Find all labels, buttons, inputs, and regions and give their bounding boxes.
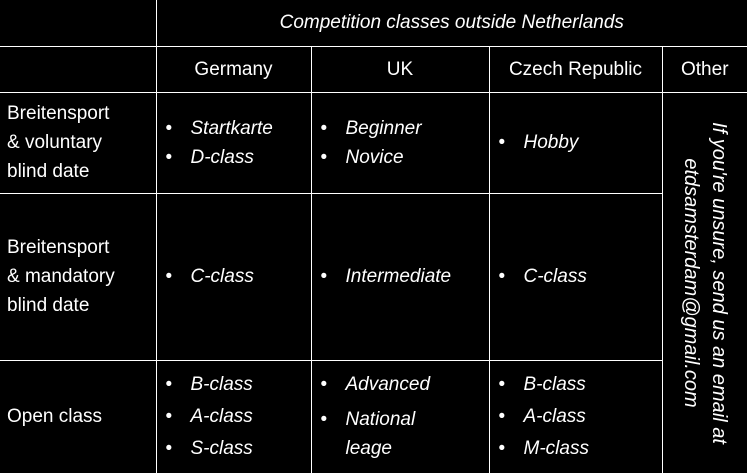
row-label-line: blind date [7,161,90,182]
list-item: • B-class [490,370,662,399]
row-label-line: blind date [7,295,90,316]
cell-uk-open [311,360,489,473]
cell-germany-voluntary [156,92,311,193]
row-label-mandatory [0,193,156,360]
list-item: • M-class [490,434,662,463]
column-header-other: Other [662,46,747,92]
list-item: • A-class [490,402,662,431]
corner-cell-2 [0,46,156,92]
column-header-uk: UK [311,46,489,92]
cell-czech-open [489,360,662,473]
column-header-germany: Germany [156,46,311,92]
row-label-line: Breitensport [7,103,110,124]
cell-uk-voluntary [311,92,489,193]
list-item: • Advanced [312,370,489,399]
cell-germany-mandatory [156,193,311,360]
column-header-czech: Czech Republic [489,46,662,92]
other-note: If you're unsure, send us an email at etdsamsterdam@gmail.com [679,121,730,444]
row-label-line: Open class [7,406,103,428]
corner-cell [0,0,156,46]
row-label-line: & voluntary [7,132,103,153]
list-item: • Beginner [312,114,489,143]
list-item: • Hobby [490,128,662,157]
list-item: • Startkarte [157,114,311,143]
cell-germany-open [156,360,311,473]
row-label-voluntary [0,92,156,193]
row-label-open [0,360,156,473]
list-item: • Novice [312,143,489,172]
list-item: • C-class [490,262,662,291]
cell-czech-voluntary [489,92,662,193]
other-note-cell [662,92,747,473]
list-item: • C-class [157,262,311,291]
list-item: • A-class [157,402,311,431]
list-item: • S-class [157,434,311,463]
row-label-line: & mandatory [7,266,115,287]
list-item: • National leage [312,405,441,463]
table-title: Competition classes outside Netherlands [156,0,747,46]
row-label-line: Breitensport [7,237,110,258]
list-item: • D-class [157,143,311,172]
cell-czech-mandatory [489,193,662,360]
cell-uk-mandatory [311,193,489,360]
list-item: • B-class [157,370,311,399]
list-item: • Intermediate [312,262,489,291]
